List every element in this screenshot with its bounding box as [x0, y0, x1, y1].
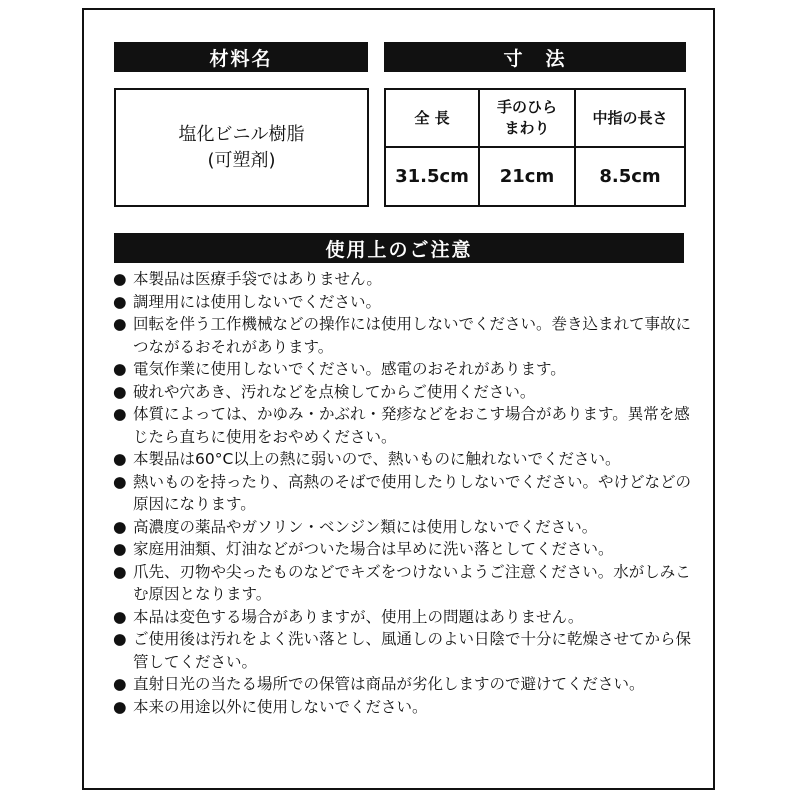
dim-value-palm-circumference: 21cm: [480, 148, 576, 205]
bullet-icon: ●: [113, 472, 127, 491]
bullet-icon: ●: [113, 292, 127, 311]
caution-item: [113, 403, 703, 448]
bullet-icon: ●: [113, 315, 127, 333]
bullet-icon: ●: [113, 270, 127, 288]
materials-box: [114, 88, 369, 207]
caution-item: [113, 291, 703, 314]
materials-name: 塩化ビニル樹脂: [178, 123, 305, 145]
caution-item: [113, 448, 703, 471]
bullet-icon: ●: [113, 450, 127, 468]
dim-label-palm-2: まわり: [504, 119, 550, 137]
caution-item: [113, 516, 703, 539]
bullet-icon: ●: [113, 607, 127, 626]
bullet-icon: ●: [113, 562, 127, 581]
bullet-icon: ●: [113, 675, 127, 693]
caution-text: ご使用後は汚れをよく洗い落とし、風通しのよい日陰で十分に乾燥させてから保管してください。: [133, 630, 692, 671]
caution-text: 本製品は医療手袋ではありません。: [133, 270, 382, 288]
dimensions-header: 寸 法: [384, 42, 686, 72]
bullet-icon: ●: [113, 630, 127, 648]
caution-text: 高濃度の薬品やガソリン・ベンジン類には使用しないでください。: [133, 517, 598, 536]
caution-item: [113, 696, 703, 719]
caution-text: 体質によっては、かゆみ・かぶれ・発疹などをおこす場合があります。異常を感じたら直ちに使用をおやめください。: [133, 405, 690, 446]
caution-item: [113, 268, 703, 291]
caution-text: 回転を伴う工作機械などの操作には使用しないでください。巻き込まれて事故につながるおそれがあります。: [133, 315, 692, 356]
caution-text: 爪先、刃物や尖ったものなどでキズをつけないようご注意ください。水がしみこむ原因となります。: [133, 562, 691, 603]
cautions-list: [113, 268, 703, 718]
caution-item: [113, 313, 703, 358]
bullet-icon: ●: [113, 405, 127, 423]
caution-text: 熱いものを持ったり、高熱のそばで使用したりしないでください。やけどなどの原因になります。: [133, 472, 692, 513]
bullet-icon: ●: [113, 360, 127, 378]
caution-text: 調理用には使用しないでください。: [133, 292, 382, 311]
dim-header-total-length: [386, 90, 480, 148]
caution-item: [113, 358, 703, 381]
caution-text: 本来の用途以外に使用しないでください。: [133, 697, 428, 716]
bullet-icon: ●: [113, 540, 127, 558]
caution-item: [113, 628, 703, 673]
caution-item: [113, 673, 703, 696]
caution-text: 本品は変色する場合がありますが、使用上の問題はありません。: [133, 607, 584, 626]
caution-item: [113, 381, 703, 404]
caution-text: 直射日光の当たる場所での保管は商品が劣化しますので避けてください。: [133, 675, 645, 693]
caution-text: 破れや穴あき、汚れなどを点検してからご使用ください。: [133, 382, 536, 401]
bullet-icon: ●: [113, 697, 127, 716]
caution-text: 電気作業に使用しないでください。感電のおそれがあります。: [133, 360, 566, 378]
bullet-icon: ●: [113, 517, 127, 536]
caution-item: [113, 606, 703, 629]
dim-value-total-length: 31.5cm: [386, 148, 480, 205]
caution-text: 家庭用油類、灯油などがついた場合は早めに洗い落としてください。: [133, 540, 614, 558]
bullet-icon: ●: [113, 382, 127, 401]
dim-label-palm-1: 手のひら: [496, 98, 557, 116]
caution-text: 本製品は60°C以上の熱に弱いので、熱いものに触れないでください。: [133, 450, 621, 468]
dimensions-table: [384, 88, 686, 207]
caution-item: [113, 561, 703, 606]
caution-item: [113, 538, 703, 561]
materials-note: (可塑剤): [207, 149, 276, 171]
dim-header-palm-circumference: [480, 90, 576, 148]
dim-label-middle-finger: 中指の長さ: [592, 108, 668, 127]
caution-item: [113, 471, 703, 516]
materials-header: 材料名: [114, 42, 368, 72]
cautions-header: 使用上のご注意: [114, 233, 684, 263]
dim-header-middle-finger: [576, 90, 684, 148]
dim-label-total-length: 全 長: [414, 108, 450, 127]
dim-value-middle-finger: 8.5cm: [599, 166, 661, 187]
